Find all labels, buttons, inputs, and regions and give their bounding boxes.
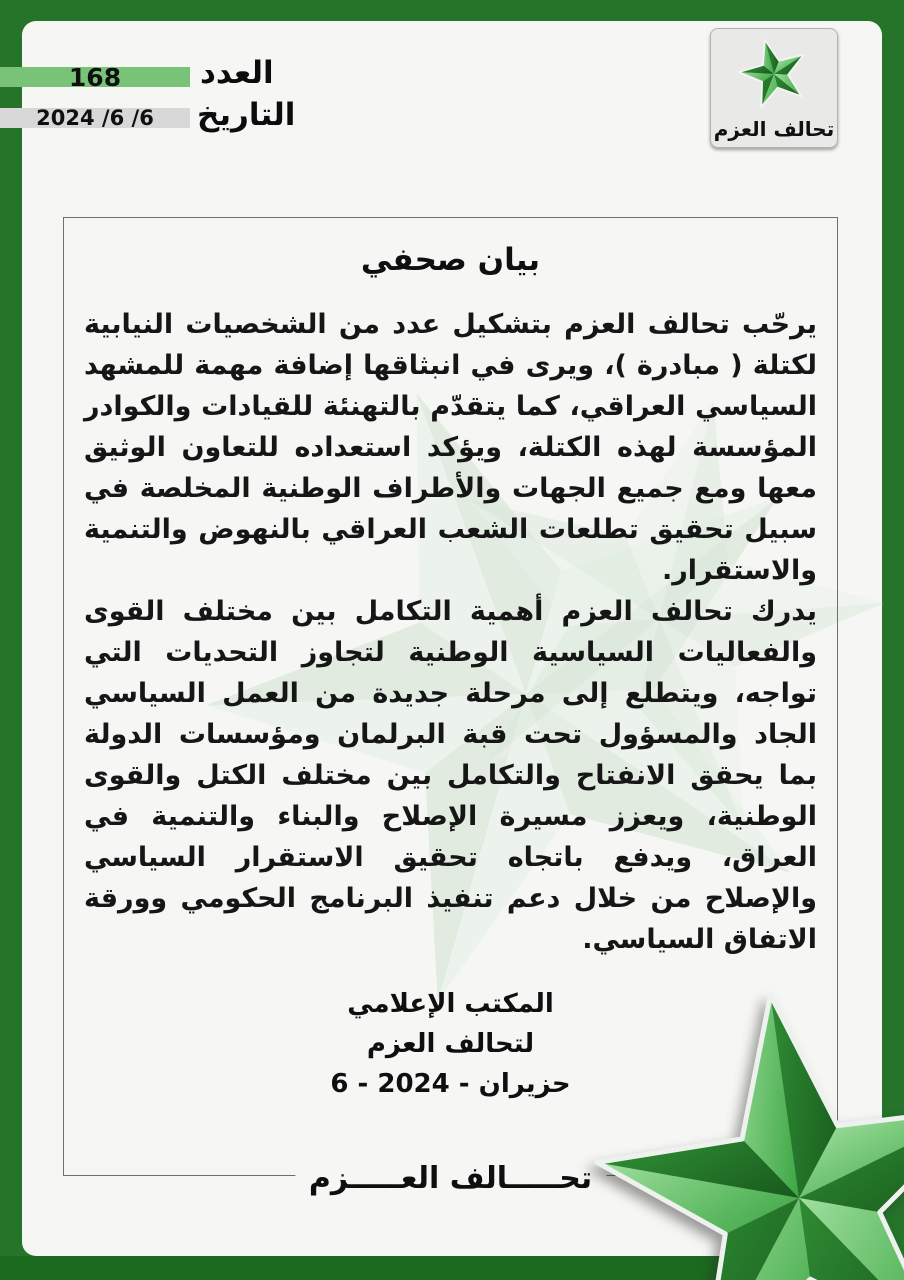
statement-paragraph: يرحّب تحالف العزم بتشكيل عدد من الشخصيات النيابية لكتلة ( مبادرة )، ويرى في انبثاقها إضافة مهمة للمشهد السياسي العراقي، كما يتقدّم بالتهنئة للقيادات والكوادر المؤسسة لهذه الكتلة، ويؤكد استعداده للتعاون الوثيق معها ومع جميع الجهات والأطراف الوطنية المخلصة في سبيل تحقيق تطلعات الشعب العراقي بالنهوض والتنمية والاستقرار. (84, 309, 817, 586)
date-value: 2024 /6 /6 (36, 106, 154, 130)
issue-label: العدد (200, 55, 274, 91)
signature-org: لتحالف العزم (366, 1029, 535, 1059)
corner-star-icon (583, 982, 904, 1280)
signature-date: 6 - حزيران - 2024 (330, 1069, 571, 1099)
date-bar (0, 108, 190, 128)
page-title: بيان صحفي (360, 242, 541, 278)
date-label: التاريخ (197, 97, 296, 133)
azm-alliance-logo (710, 28, 838, 148)
statement-paragraph: يدرك تحالف العزم أهمية التكامل بين مختلف القوى والفعاليات السياسية الوطنية لتجاوز التحديات التي تواجه، ويتطلع إلى مرحلة جديدة من العمل السياسي الجاد والمسؤول تحت قبة البرلمان ومؤسسات الدولة بما يحقق الانفتاح والتكامل بين مختلف الكتل والقوى الوطنية، ويعزز مسيرة الإصلاح والبناء والتنمية في العراق، ويدفع باتجاه تحقيق الاستقرار السياسي والإصلاح من خلال دعم تنفيذ البرنامج الحكومي وورقة الاتفاق السياسي. (84, 596, 817, 955)
issue-number-bar (0, 62, 190, 92)
logo-label: تحالف العزم (713, 117, 835, 141)
signature-office: المكتب الإعلامي (347, 989, 554, 1019)
seal-text: تحـــــالف العـــــزم (295, 1161, 606, 1196)
issue-number-value: 168 (68, 62, 122, 92)
azm-star-icon (731, 31, 817, 117)
